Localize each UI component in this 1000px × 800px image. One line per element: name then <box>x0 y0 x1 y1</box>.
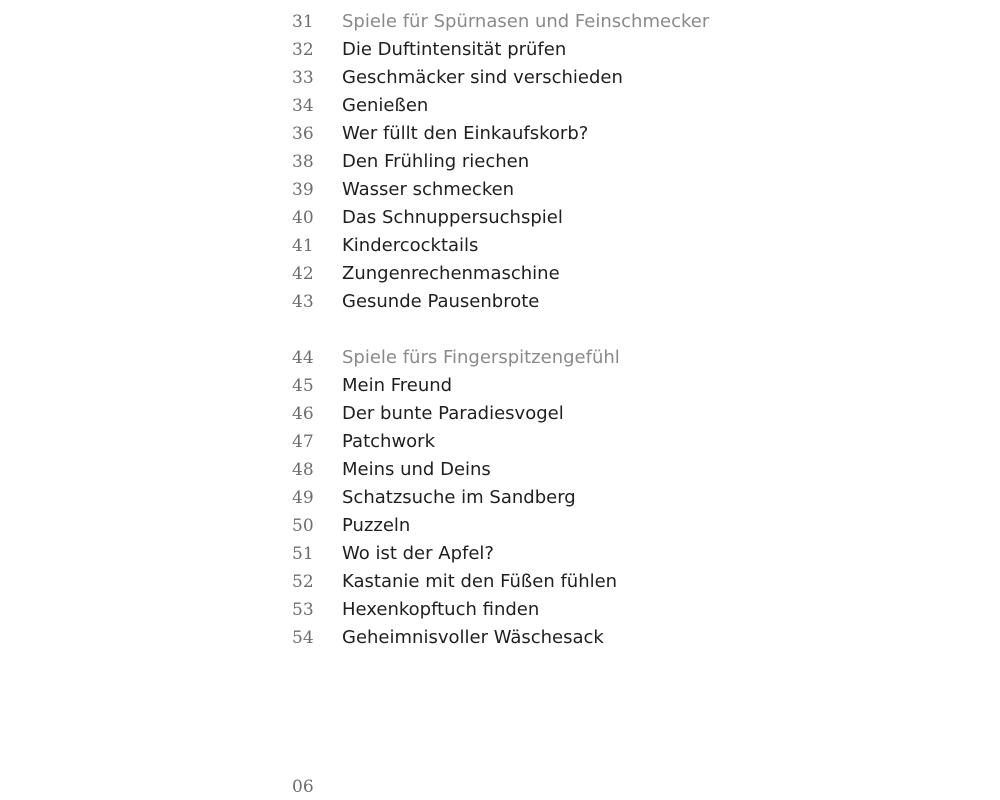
toc-entry-page: 46 <box>292 404 314 424</box>
toc-entry <box>292 232 852 260</box>
toc-entry-title: Das Schnuppersuchspiel <box>342 207 563 228</box>
section-heading-page: 31 <box>292 12 314 32</box>
toc-entry <box>292 484 852 512</box>
section-heading-title: Spiele für Spürnasen und Feinschmecker <box>342 11 710 32</box>
toc-entry <box>292 540 852 568</box>
toc-entry <box>292 428 852 456</box>
toc-entry-page: 50 <box>292 516 314 536</box>
toc-entry <box>292 120 852 148</box>
toc-entry <box>292 596 852 624</box>
toc-entry <box>292 260 852 288</box>
toc-entry-page: 42 <box>292 264 314 284</box>
toc-entry-page: 39 <box>292 180 314 200</box>
toc-entry-title: Meins und Deins <box>342 459 491 480</box>
toc-entry <box>292 624 852 652</box>
table-of-contents <box>292 8 852 652</box>
section-heading-page: 44 <box>292 348 314 368</box>
toc-entry-page: 38 <box>292 152 314 172</box>
toc-entry <box>292 204 852 232</box>
toc-entry-title: Kindercocktails <box>342 235 479 256</box>
toc-entry-page: 45 <box>292 376 314 396</box>
toc-entry <box>292 288 852 316</box>
toc-entry-title: Hexenkopftuch finden <box>342 599 540 620</box>
toc-entry-title: Wasser schmecken <box>342 179 515 200</box>
toc-entry-page: 33 <box>292 68 314 88</box>
toc-entry-title: Den Frühling riechen <box>342 151 530 172</box>
toc-entry <box>292 568 852 596</box>
toc-entry <box>292 148 852 176</box>
toc-entry-title: Wer füllt den Einkaufskorb? <box>342 123 589 144</box>
section-heading <box>292 8 852 36</box>
toc-entry-page: 40 <box>292 208 314 228</box>
toc-entry-title: Zungenrechenmaschine <box>342 263 560 284</box>
toc-entry-title: Schatzsuche im Sandberg <box>342 487 576 508</box>
toc-entry <box>292 512 852 540</box>
section-heading-title: Spiele fürs Fingerspitzengefühl <box>342 347 620 368</box>
toc-entry <box>292 456 852 484</box>
toc-entry <box>292 92 852 120</box>
toc-entry <box>292 36 852 64</box>
section-heading <box>292 344 852 372</box>
toc-entry <box>292 64 852 92</box>
toc-entry-page: 53 <box>292 600 314 620</box>
toc-entry-page: 34 <box>292 96 314 116</box>
toc-entry-page: 47 <box>292 432 314 452</box>
toc-entry <box>292 176 852 204</box>
toc-entry-title: Gesunde Pausenbrote <box>342 291 540 312</box>
toc-entry-page: 48 <box>292 460 314 480</box>
toc-entry-title: Der bunte Paradiesvogel <box>342 403 564 424</box>
toc-entry-page: 36 <box>292 124 314 144</box>
toc-entry-title: Geschmäcker sind verschieden <box>342 67 623 88</box>
toc-entry-page: 54 <box>292 628 314 648</box>
toc-entry-title: Genießen <box>342 95 429 116</box>
toc-entry-title: Kastanie mit den Füßen fühlen <box>342 571 618 592</box>
toc-entry-page: 41 <box>292 236 314 256</box>
toc-entry-title: Puzzeln <box>342 515 411 536</box>
toc-entry-page: 32 <box>292 40 314 60</box>
toc-entry <box>292 372 852 400</box>
toc-entry-page: 51 <box>292 544 314 564</box>
page-number: 06 <box>292 777 314 797</box>
toc-entry-title: Wo ist der Apfel? <box>342 543 494 564</box>
toc-entry-title: Patchwork <box>342 431 435 452</box>
toc-section-fingerspitzengefuehl <box>292 344 852 652</box>
toc-entry-page: 43 <box>292 292 314 312</box>
toc-entry-title: Geheimnisvoller Wäschesack <box>342 627 604 648</box>
toc-entry <box>292 400 852 428</box>
toc-entry-title: Die Duftintensität prüfen <box>342 39 567 60</box>
toc-entry-title: Mein Freund <box>342 375 453 396</box>
toc-section-spuernasen <box>292 8 852 316</box>
toc-entry-page: 49 <box>292 488 314 508</box>
toc-entry-page: 52 <box>292 572 314 592</box>
